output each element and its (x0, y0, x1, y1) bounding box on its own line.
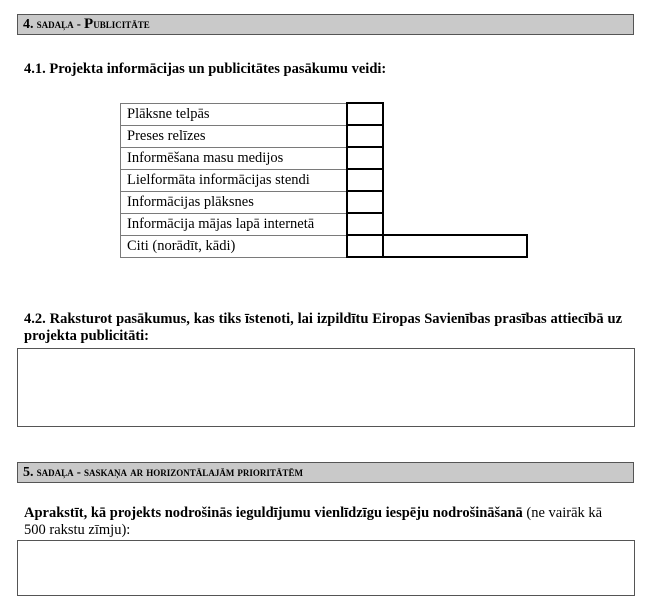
section-5-title: sadaļa - saskaņa ar horizontālajām prioritātēm (33, 465, 303, 479)
question-5-text (24, 505, 622, 539)
section-4-title-rest: ublicitāte (93, 17, 150, 31)
publicity-type-label: Informācijas plāksnes (121, 191, 347, 213)
publicity-types-table (120, 102, 528, 258)
table-row (121, 147, 527, 169)
publicity-type-checkbox[interactable] (347, 235, 383, 257)
section-4-title-initial: P (84, 16, 94, 32)
section-5-header (17, 462, 634, 483)
section-4-header (17, 14, 634, 35)
publicity-type-label: Lielformāta informācijas stendi (121, 169, 347, 191)
table-row (121, 125, 527, 147)
publicity-type-checkbox[interactable] (347, 213, 383, 235)
publicity-measures-textarea[interactable] (17, 348, 635, 427)
publicity-type-label: Plāksne telpās (121, 103, 347, 125)
section-4-number: 4. (23, 17, 34, 32)
section-5-number: 5. (23, 465, 34, 480)
question-4-2-text: 4.2. Raksturot pasākumus, kas tiks īstenoti, lai izpildītu Eiropas Savienības prasības attiecībā uz projekta publicitāti: (24, 311, 622, 344)
table-row (121, 213, 527, 235)
publicity-type-checkbox[interactable] (347, 169, 383, 191)
section-4-title-a: sadaļa - (33, 17, 85, 31)
publicity-type-label: Preses relīzes (121, 125, 347, 147)
publicity-type-checkbox[interactable] (347, 147, 383, 169)
table-row (121, 191, 527, 213)
question-4-1-heading: 4.1. Projekta informācijas un publicitātes pasākumu veidi: (24, 61, 387, 77)
publicity-type-checkbox[interactable] (347, 103, 383, 125)
publicity-type-checkbox[interactable] (347, 125, 383, 147)
other-specify-field[interactable] (383, 235, 527, 257)
publicity-type-checkbox[interactable] (347, 191, 383, 213)
publicity-type-label: Citi (norādīt, kādi) (121, 235, 347, 257)
question-5-normal-text: (ne vairāk kā 500 rakstu zīmju): (24, 505, 603, 538)
table-row (121, 103, 527, 125)
question-5-bold-text: Aprakstīt, kā projekts nodrošinās ieguldījumu vienlīdzīgu iespēju nodrošināšanā (24, 505, 523, 521)
publicity-type-label: Informācija mājas lapā internetā (121, 213, 347, 235)
table-row (121, 169, 527, 191)
equal-opportunities-textarea[interactable] (17, 540, 635, 596)
table-row (121, 235, 527, 257)
publicity-type-label: Informēšana masu medijos (121, 147, 347, 169)
